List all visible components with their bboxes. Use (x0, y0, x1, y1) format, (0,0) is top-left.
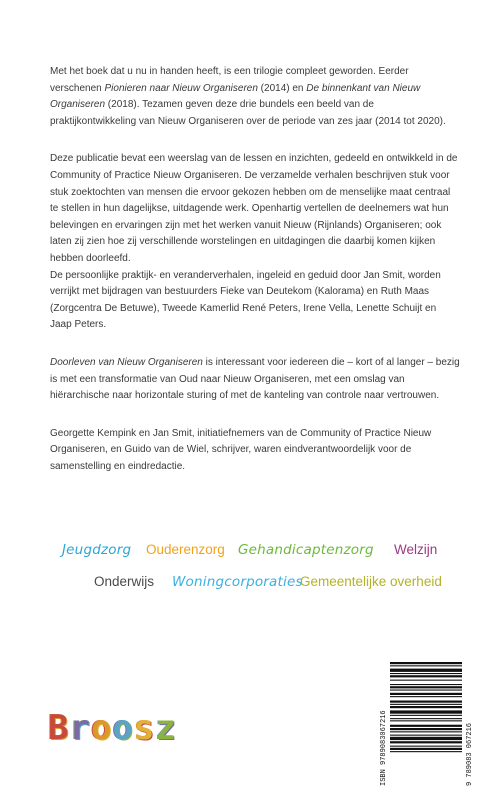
barcode-bar (390, 696, 462, 697)
publisher-logo (48, 706, 177, 750)
barcode-bar (390, 704, 462, 705)
tag-jeugdzorg: Jeugdzorg (62, 542, 132, 558)
book-title-binnenkant: De binnenkant van Nieuw Organiseren (50, 82, 421, 111)
barcode-bar (390, 690, 462, 691)
barcode-bar (390, 680, 462, 681)
barcode-bar (390, 746, 462, 747)
barcode-bars (380, 660, 464, 786)
logo-letter: s (133, 708, 156, 748)
tag-onderwijs: Onderwijs (94, 574, 155, 589)
barcode-bar (390, 669, 462, 672)
barcode-bar (390, 684, 462, 685)
barcode-bar (390, 741, 462, 743)
barcode-bar (390, 731, 462, 732)
barcode-bar (390, 718, 462, 719)
barcode-bar (390, 662, 462, 664)
barcode-bar (390, 725, 462, 727)
tag-woningcorporaties: Woningcorporaties (172, 574, 303, 590)
tag-welzijn: Welzijn (394, 542, 438, 557)
paragraph-intro-part: (2018). Tezamen geven deze drie bundels een beeld van de praktijkontwikkeling van Nieuw Organiseren over de periode van zes jaar (2014 tot 2020). (50, 99, 446, 127)
paragraph-audience-part: is interessant voor iedereen die – kort of al langer – bezig is met een transformatie van Oud naar Nieuw Organiseren, met een omslag van hiërarchische naar horizontale sturing of met de kanteling van controle naar vertrouwen. (50, 356, 460, 402)
logo-letter: r (69, 708, 91, 748)
paragraph-intro-part: (2014) en (257, 82, 307, 94)
barcode-bar (390, 693, 462, 695)
barcode-bar (390, 715, 462, 716)
tag-gehandicaptenzorg: Gehandicaptenzorg (238, 542, 374, 558)
blurb-text (50, 64, 460, 496)
tag-ouderenzorg: Ouderenzorg (146, 542, 225, 557)
tag-gemeentelijke-overheid: Gemeentelijke overheid (300, 574, 442, 589)
barcode-bar (390, 706, 462, 708)
logo-letter: z (155, 708, 177, 748)
paragraph-editors: Georgette Kempink en Jan Smit, initiatiefnemers van de Community of Practice Nieuw Organiseren, en Guido van de Wiel, schrijver, waren eindverantwoordelijk voor de samenstelling en eindredactie. (50, 427, 432, 472)
barcode-bar (390, 751, 462, 752)
barcode-bar (390, 710, 462, 713)
paragraph-contributors: De persoonlijke praktijk- en veranderverhalen, ingeleid en geduid door Jan Smit, worden verrijkt met bijdragen van bestuurders Fieke van Deutekom (Kalorama) en Ruth Maas (Zorgcentra De Betuwe), Tweede Kamerlid René Peters, Irene Vella, Lenette Schuijt en Jaap Peters. (50, 269, 441, 331)
barcode-digits: 9 789083 067216 (466, 722, 474, 786)
barcode-bar (390, 720, 462, 721)
isbn-barcode (380, 660, 474, 786)
paragraph-intro-part: Met het boek dat u nu in handen heeft, is een trilogie compleet geworden. Eerder verschenen (50, 66, 409, 94)
logo-letter: B (48, 708, 70, 748)
barcode-bar (390, 728, 462, 730)
logo-letter: o (90, 708, 113, 748)
paragraph-intro (50, 64, 460, 130)
paragraph-publication: Deze publicatie bevat een weerslag van de lessen en inzichten, gedeeld en ontwikkeld in de Community of Practice Nieuw Organiseren. De verzamelde verhalen beschrijven stuk voor stuk zoektochten van mensen die ervoor gekozen hebben om de menselijke maat centraal te stellen in hun dagelijkse, uitdagende werk. Openhartig vertellen de deelnemers wat hun belevingen en ervaringen zijn met het werken vanuit Nieuw (Rijnlands) Organiseren; ook laten zij zien hoe zij verschillende worstelingen en uitdagingen die daarbij komen kijken hebben doorleefd. (50, 153, 458, 264)
book-title-doorleven: Doorleven van Nieuw Organiseren (50, 356, 203, 368)
isbn-label: ISBN 9789083067216 (380, 710, 388, 786)
paragraph-audience (50, 355, 460, 405)
barcode-bar (390, 701, 462, 703)
barcode-bar (390, 735, 462, 736)
barcode-bar (390, 737, 462, 740)
barcode-bar (390, 675, 462, 677)
barcode-bar (390, 673, 462, 674)
barcode-bar (390, 665, 462, 666)
barcode-bar (390, 686, 462, 688)
logo-letter: o (112, 708, 134, 748)
barcode-bar (390, 748, 462, 750)
book-title-pionieren: Pionieren naar Nieuw Organiseren (104, 82, 258, 94)
